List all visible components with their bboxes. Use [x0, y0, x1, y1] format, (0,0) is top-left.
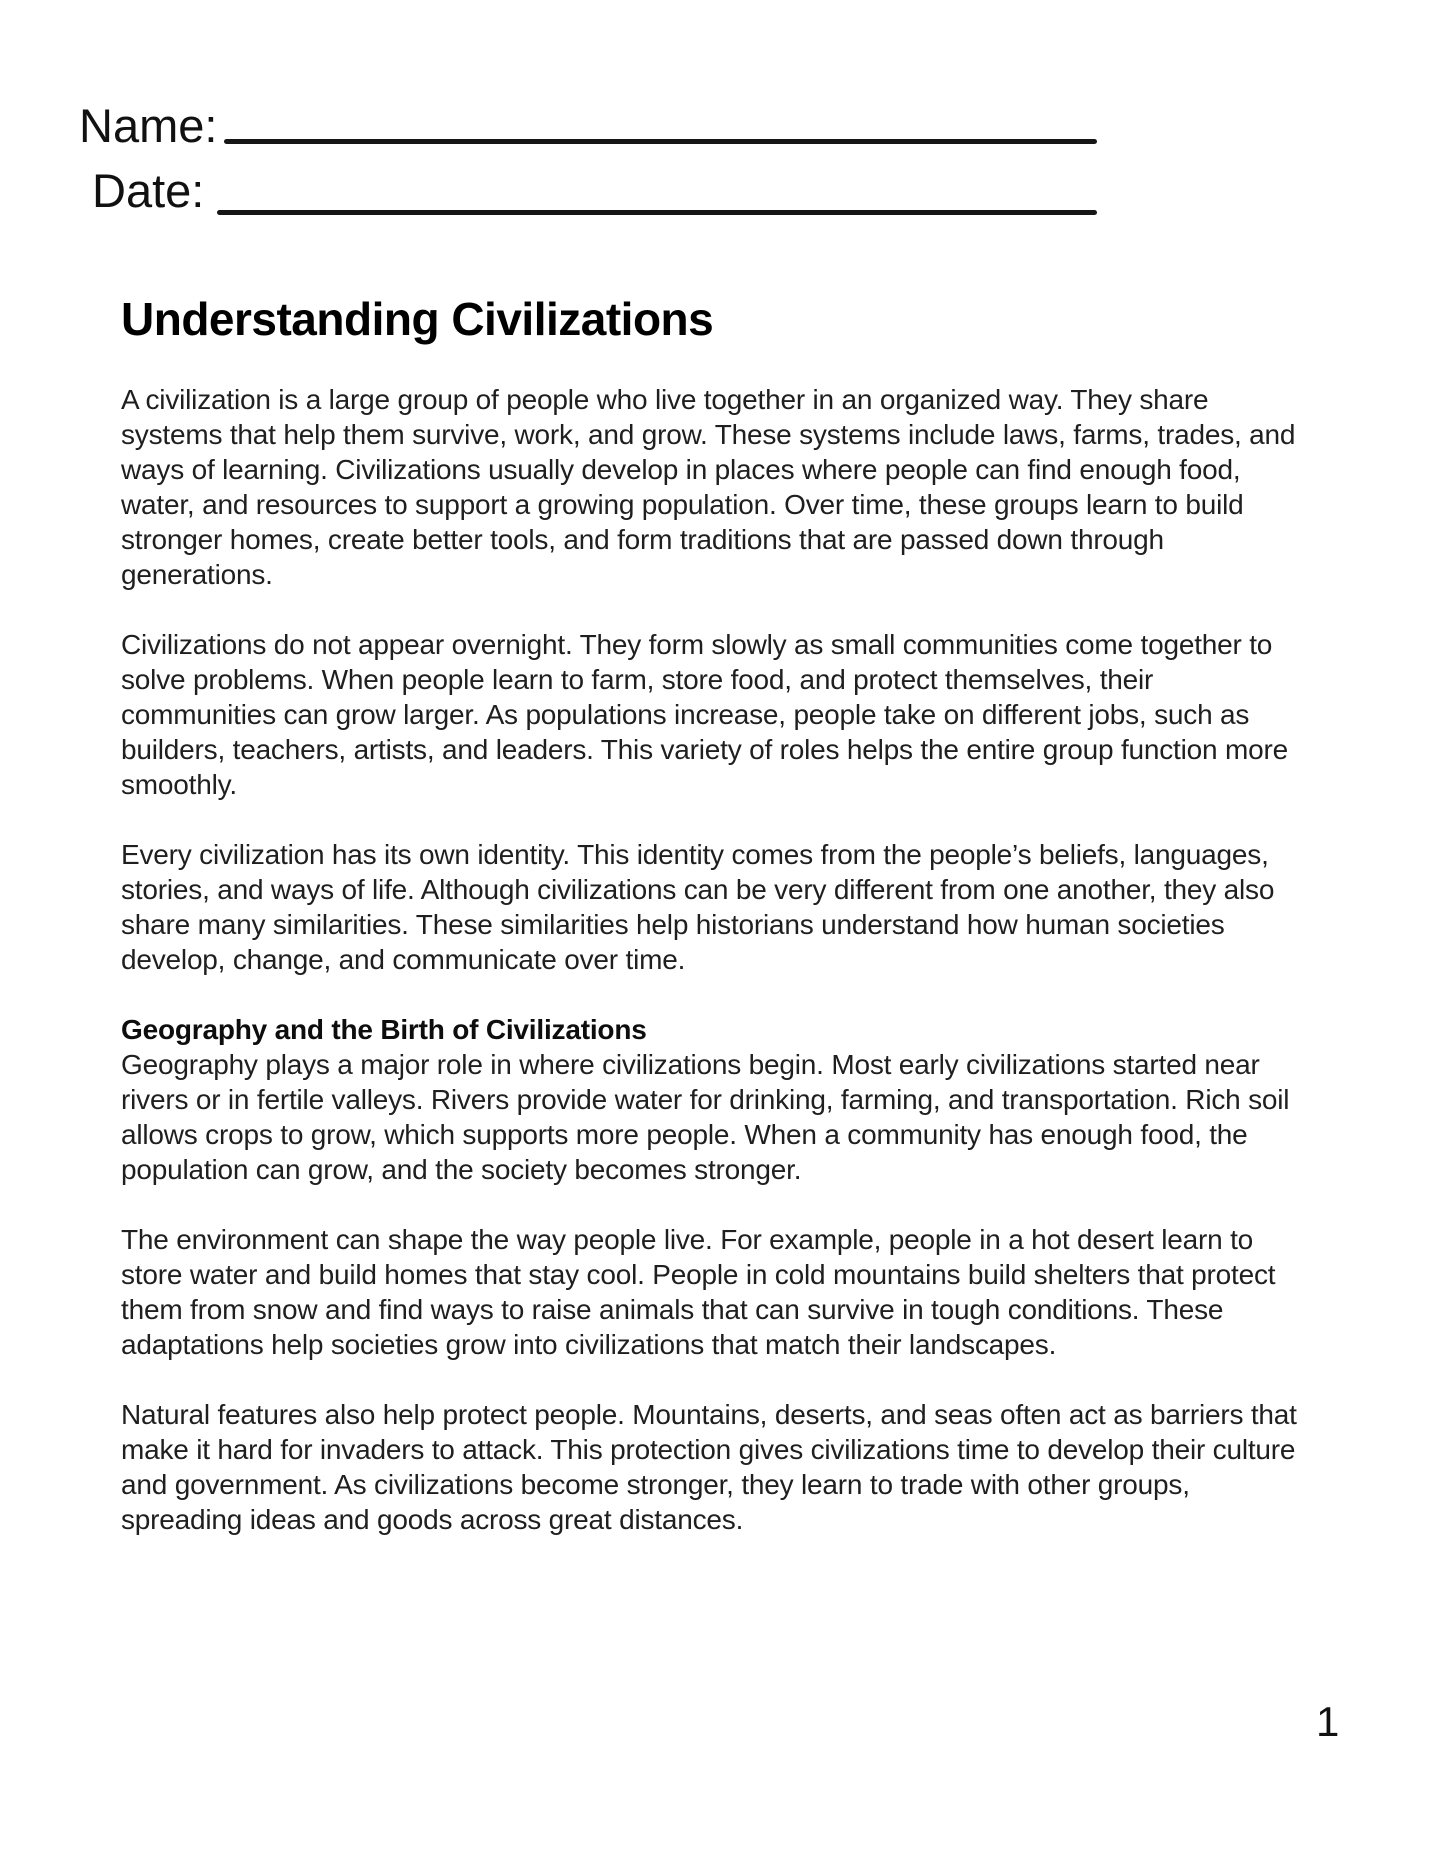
page-number: 1	[1316, 1698, 1340, 1745]
intro-paragraph-3: Every civilization has its own identity. This identity comes from the people’s beliefs, languages, stories, and ways of life. Although civilizations can be very different from one another, they also share many similarities. These similarities help historians understand how human societies develop, change, and communicate over time.	[121, 839, 1275, 975]
document-title: Understanding Civilizations	[121, 293, 714, 345]
date-label: Date:	[92, 164, 205, 217]
name-fill-line[interactable]	[224, 139, 1097, 144]
date-fill-line[interactable]	[217, 210, 1097, 215]
name-label: Name:	[79, 99, 218, 152]
section-paragraph-2: The environment can shape the way people live. For example, people in a hot desert learn to store water and build homes that stay cool. People in cold mountains build shelters that protect them from snow and find ways to raise animals that can survive in tough conditions. These adaptations help societies grow into civilizations that match their landscapes.	[121, 1224, 1276, 1360]
intro-paragraph-2: Civilizations do not appear overnight. They form slowly as small communities come together to solve problems. When people learn to farm, store food, and protect themselves, their communities can grow larger. As populations increase, people take on different jobs, such as builders, teachers, artists, and leaders. This variety of roles helps the entire group function more smoothly.	[121, 629, 1288, 800]
section-heading-geography: Geography and the Birth of Civilizations	[121, 1014, 647, 1045]
section-paragraph-1: Geography plays a major role in where civilizations begin. Most early civilizations started near rivers or in fertile valleys. Rivers provide water for drinking, farming, and transportation. Rich soil allows crops to grow, which supports more people. When a community has enough food, the population can grow, and the society becomes stronger.	[121, 1049, 1290, 1185]
section-paragraph-3: Natural features also help protect people. Mountains, deserts, and seas often act as barriers that make it hard for invaders to attack. This protection gives civilizations time to develop their culture and government. As civilizations become stronger, they learn to trade with other groups, spreading ideas and goods across great distances.	[121, 1399, 1297, 1535]
document-body	[121, 292, 1301, 1572]
intro-paragraph-1: A civilization is a large group of people who live together in an organized way. They share systems that help them survive, work, and grow. These systems include laws, farms, trades, and ways of learning. Civilizations usually develop in places where people can find enough food, water, and resources to support a growing population. Over time, these groups learn to build stronger homes, create better tools, and form traditions that are passed down through generations.	[121, 384, 1296, 590]
